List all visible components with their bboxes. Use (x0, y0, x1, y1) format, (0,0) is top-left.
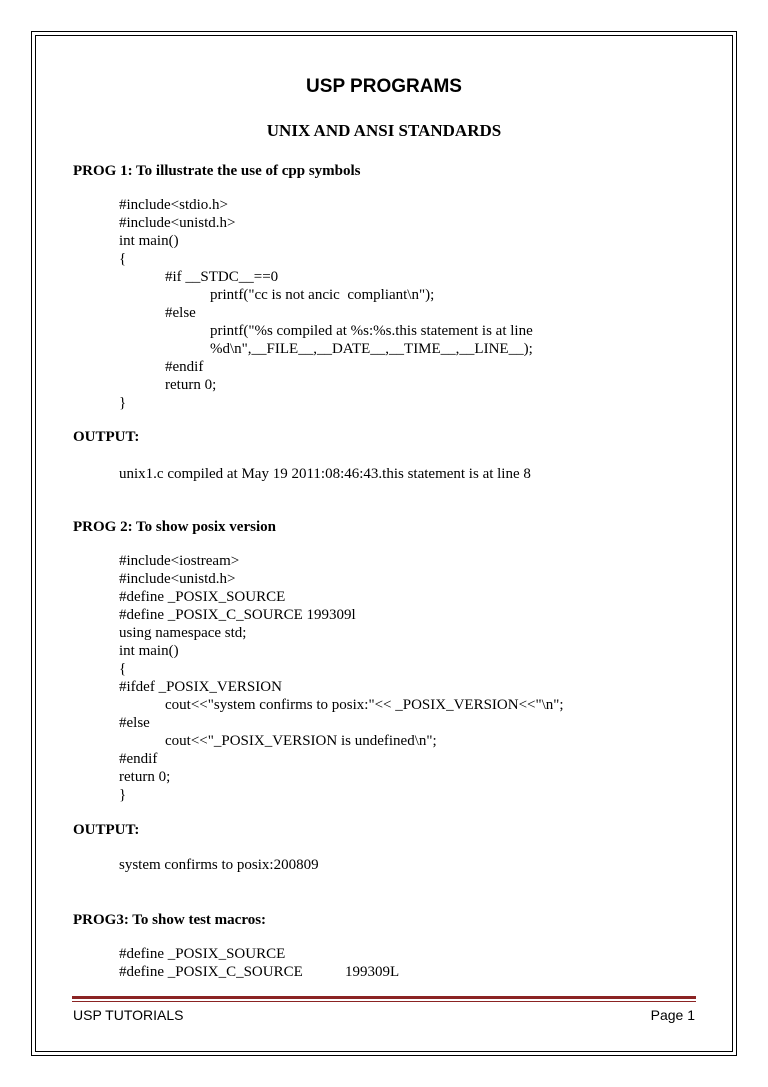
prog2-output-label: OUTPUT: (73, 822, 140, 838)
code-line: #endif (165, 359, 204, 375)
code-line: #include<iostream> (119, 553, 240, 569)
prog1-output: unix1.c compiled at May 19 2011:08:46:43.this statement is at line 8 (119, 466, 531, 482)
code-line: #ifdef _POSIX_VERSION (119, 679, 282, 695)
prog2-heading: PROG 2: To show posix version (73, 519, 276, 535)
code-line: printf("cc is not ancic compliant\n"); (210, 287, 435, 303)
code-line: using namespace std; (119, 625, 247, 641)
code-line: #define _POSIX_C_SOURCE (119, 964, 303, 980)
page-border (31, 31, 737, 1056)
code-line: { (119, 251, 127, 267)
code-line: return 0; (119, 769, 171, 785)
code-line: #else (119, 715, 150, 731)
code-line: #define _POSIX_C_SOURCE 199309l (119, 607, 356, 623)
code-line: #define _POSIX_SOURCE (119, 589, 286, 605)
code-line: #endif (119, 751, 158, 767)
code-line: #else (165, 305, 196, 321)
prog3-heading: PROG3: To show test macros: (73, 912, 267, 928)
code-line: { (119, 661, 127, 677)
code-line: #define _POSIX_SOURCE (119, 946, 286, 962)
code-line: int main() (119, 643, 179, 659)
code-line: printf("%s compiled at %s:%s.this statement is at line (210, 323, 533, 339)
code-line: } (119, 395, 127, 411)
footer-title: USP TUTORIALS (73, 1007, 184, 1023)
document-title: USP PROGRAMS (306, 76, 462, 97)
code-line: cout<<"system confirms to posix:"<< _POSIX_VERSION<<"\n"; (165, 697, 564, 713)
code-line: return 0; (165, 377, 217, 393)
footer-rule (72, 996, 696, 999)
code-line: cout<<"_POSIX_VERSION is undefined\n"; (165, 733, 437, 749)
code-line: int main() (119, 233, 179, 249)
code-line: #include<stdio.h> (119, 197, 228, 213)
prog1-output-label: OUTPUT: (73, 429, 140, 445)
footer-rule-thin (72, 1001, 696, 1002)
code-line: %d\n",__FILE__,__DATE__,__TIME__,__LINE__); (210, 341, 533, 357)
prog1-heading: PROG 1: To illustrate the use of cpp symbols (73, 163, 361, 179)
code-line: } (119, 787, 127, 803)
footer-page-number: Page 1 (650, 1007, 695, 1023)
document-subtitle: UNIX AND ANSI STANDARDS (266, 121, 502, 140)
code-line: #include<unistd.h> (119, 571, 236, 587)
code-line: #include<unistd.h> (119, 215, 236, 231)
prog2-output: system confirms to posix:200809 (119, 857, 319, 873)
code-line: 199309L (345, 964, 400, 980)
code-line: #if __STDC__==0 (165, 269, 279, 285)
